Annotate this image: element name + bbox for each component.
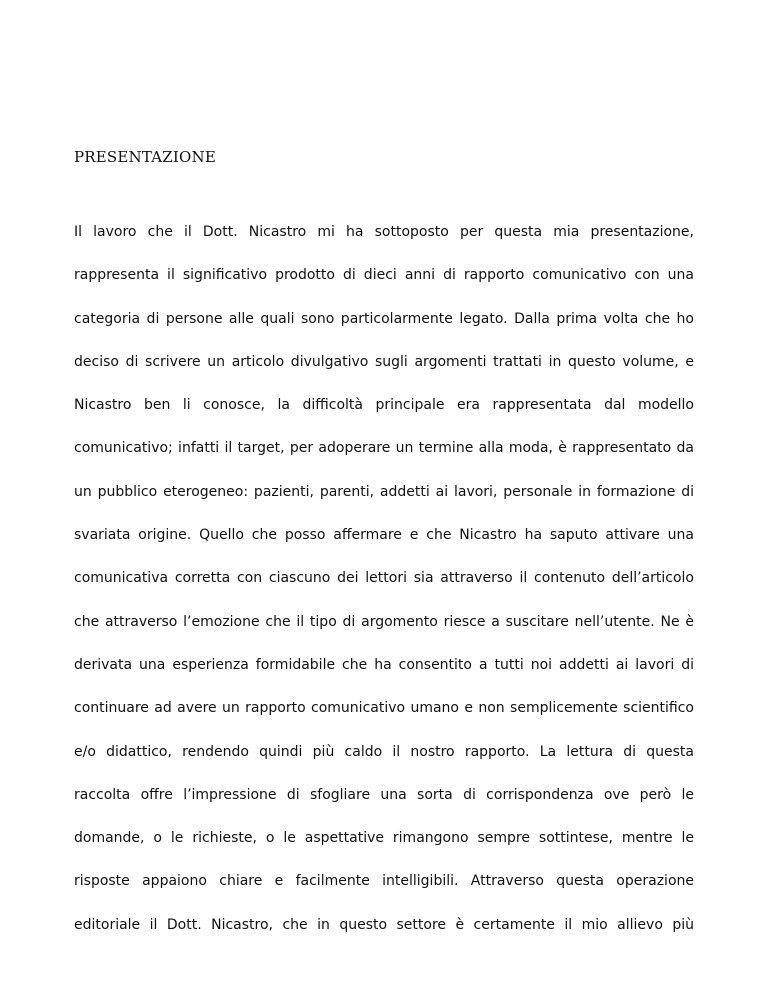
paragraph-line: raccolta offre l’impressione di sfogliare una sorta di corrispondenza ove però le	[74, 786, 694, 803]
paragraph-line: svariata origine. Quello che posso affermare e che Nicastro ha saputo attivare una	[74, 527, 694, 544]
paragraph-line: Nicastro ben li conosce, la difficoltà principale era rappresentata dal modello	[74, 397, 694, 414]
paragraph-line: e/o didattico, rendendo quindi più caldo il nostro rapporto. La lettura di questa	[74, 743, 694, 760]
paragraph-line: un pubblico eterogeneo: pazienti, parenti, addetti ai lavori, personale in formazione di	[74, 483, 694, 500]
paragraph-line: risposte appaiono chiare e facilmente intelligibili. Attraverso questa operazione	[74, 873, 694, 890]
paragraph-line: derivata una esperienza formidabile che ha consentito a tutti noi addetti ai lavori di	[74, 656, 694, 673]
paragraph-line: editoriale il Dott. Nicastro, che in questo settore è certamente il mio allievo più	[74, 916, 694, 933]
paragraph-line: comunicativo; infatti il target, per adoperare un termine alla moda, è rappresentato da	[74, 440, 694, 457]
paragraph-line: comunicativa corretta con ciascuno dei lettori sia attraverso il contenuto dell’articolo	[74, 570, 694, 587]
paragraph-line: Il lavoro che il Dott. Nicastro mi ha sottoposto per questa mia presentazione,	[74, 224, 694, 240]
paragraph-line: domande, o le richieste, o le aspettative rimangono sempre sottintese, mentre le	[74, 830, 694, 847]
paragraph-line: categoria di persone alle quali sono particolarmente legato. Dalla prima volta che ho	[74, 310, 694, 327]
paragraph-line: deciso di scrivere un articolo divulgativo sugli argomenti trattati in questo volume, e	[74, 353, 694, 370]
paragraph-line: che attraverso l’emozione che il tipo di argomento riesce a suscitare nell’utente. Ne è	[74, 613, 694, 630]
paragraph-line: rappresenta il significativo prodotto di dieci anni di rapporto comunicativo con una	[74, 267, 694, 284]
page-title: PRESENTAZIONE	[74, 148, 217, 166]
presentation-paragraph	[74, 221, 694, 957]
paragraph-line: continuare ad avere un rapporto comunicativo umano e non semplicemente scientifico	[74, 700, 694, 717]
